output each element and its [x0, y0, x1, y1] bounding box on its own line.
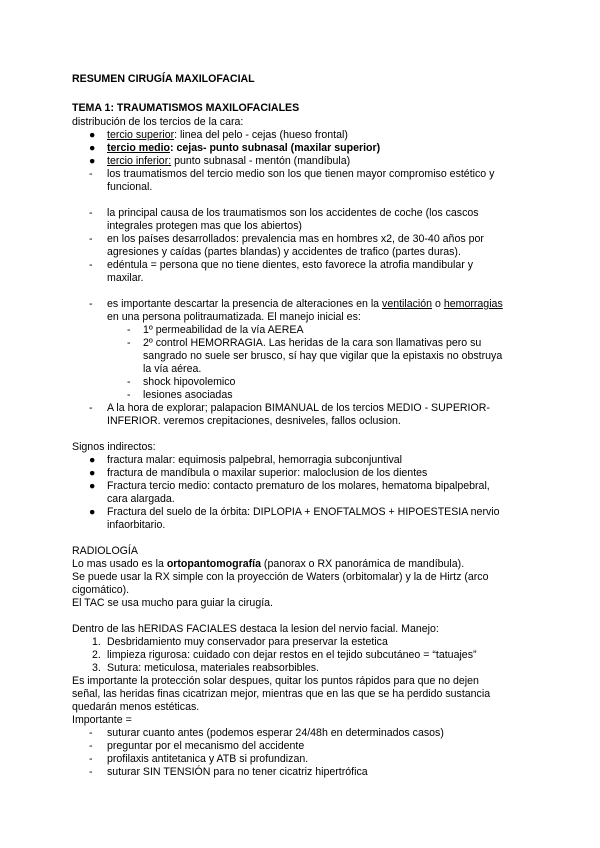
tercio-medio [107, 142, 380, 155]
dash-marker: - [89, 740, 93, 752]
number-marker: 1. [92, 636, 101, 648]
radiologia-paragraph: Se puede usar la RX simple con la proyección de Waters (orbitomalar) y la de Hirtz (arco [72, 571, 489, 583]
importante-label: Importante = [72, 714, 132, 726]
dash-item-line: INFERIOR. veremos crepitaciones, desniveles, fallos oclusion. [107, 415, 401, 427]
bullet-marker: ● [89, 454, 96, 466]
dash-item-line: A la hora de explorar; palapacion BIMANUAL de los tercios MEDIO - SUPERIOR- [107, 402, 490, 414]
dash-marker: - [127, 324, 131, 336]
tercio-superior-label: tercio superior [107, 129, 175, 141]
bullet-marker: ● [89, 467, 96, 479]
dash-marker: - [89, 402, 93, 414]
tercio-superior [107, 129, 348, 142]
dash-marker: - [89, 753, 93, 765]
radiologia-paragraph: El TAC se usa mucho para guiar la cirugía. [72, 597, 273, 609]
dash-marker: - [89, 207, 93, 219]
bullet-marker: ● [89, 129, 96, 141]
sub-item-line: 2º control HEMORRAGIA. Las heridas de la cara son llamativas pero su [143, 337, 482, 349]
bullet-marker: ● [89, 155, 96, 167]
importante-item: profilaxis antitetanica y ATB si profundizan. [107, 753, 309, 765]
bullet-marker: ● [89, 480, 96, 492]
tema1-heading: TEMA 1: TRAUMATISMOS MAXILOFACIALES [72, 102, 300, 114]
bullet-marker: ● [89, 506, 96, 518]
radiologia-paragraph: cigomático). [72, 584, 130, 596]
importante-item: preguntar por el mecanismo del accidente [107, 740, 305, 752]
numbered-item: Desbridamiento muy conservador para preservar la estetica [107, 636, 388, 648]
ortopantomografia-term: ortopantomografía [166, 558, 261, 570]
signo-item: fractura malar: equimosis palpebral, hemorragia subconjuntival [107, 454, 403, 466]
tercio-medio-text: : cejas- punto subnasal (maxilar superior) [170, 142, 381, 154]
sub-item-line: la vía aérea. [143, 363, 202, 375]
sub-item-line: shock hipovolemico [143, 376, 236, 388]
heridas-paragraph: quedarán menos estéticas. [72, 701, 200, 713]
signo-item: infaorbitario. [107, 519, 166, 531]
dash-item-line [107, 298, 503, 311]
tercio-inferior [107, 155, 350, 168]
dash-item-line: maxilar. [107, 272, 144, 284]
tercio-inferior-label: tercio inferior: [107, 155, 172, 167]
dash-item-line: integrales protegen mas que los abiertos) [107, 220, 302, 232]
sub-item-line: 1º permeabilidad de la vía AEREA [143, 324, 304, 336]
sub-item-line: sangrado no suele ser brusco, sí hay que vigilar que la epistaxis no obstruya [143, 350, 503, 362]
tema1-intro: distribución de los tercios de la cara: [72, 116, 244, 128]
signo-item: cara alargada. [107, 493, 175, 505]
dash-item-line: en una persona politraumatizada. El manejo inicial es: [107, 311, 361, 323]
importante-item: suturar cuanto antes (podemos esperar 24/48h en determinados casos) [107, 727, 444, 739]
dash-marker: - [89, 168, 93, 180]
dash-item-line: los traumatismos del tercio medio son los que tienen mayor compromiso estético y [107, 168, 495, 180]
signo-item: Fractura del suelo de la órbita: DIPLOPIA + ENOFTALMOS + HIPOESTESIA nervio [107, 506, 500, 518]
dash-marker: - [89, 766, 93, 778]
signos-heading: Signos indirectos: [72, 441, 156, 453]
dash-item-line: agresiones y caídas (partes blandas) y accidentes de trafico (partes duras). [107, 246, 461, 258]
tercio-superior-text: : linea del pelo - cejas (hueso frontal) [174, 129, 348, 141]
radiologia-heading: RADIOLOGÍA [72, 545, 138, 557]
dash-marker: - [127, 337, 131, 349]
dash-marker: - [89, 259, 93, 271]
bullet-marker: ● [89, 142, 96, 154]
importante-item: suturar SIN TENSIÓN para no tener cicatriz hipertrófica [107, 766, 368, 778]
ventilacion-term: ventilación [382, 298, 433, 310]
text-span: o [432, 298, 444, 310]
numbered-item: Sutura: meticulosa, materiales reabsorbibles. [107, 662, 319, 674]
tercio-medio-label: tercio medio [107, 142, 170, 154]
dash-marker: - [89, 727, 93, 739]
document-title: RESUMEN CIRUGÍA MAXILOFACIAL [72, 73, 255, 85]
heridas-intro: Dentro de las hERIDAS FACIALES destaca la lesion del nervio facial. Manejo: [72, 623, 439, 635]
dash-item-line: edéntula = persona que no tiene dientes, esto favorece la atrofia mandibular y [107, 259, 474, 271]
hemorragias-term: hemorragias [443, 298, 503, 310]
text-span: (panorax o RX panorámica de mandíbula). [260, 558, 465, 570]
text-span: Lo mas usado es la [72, 558, 167, 570]
radiologia-paragraph [72, 558, 464, 571]
dash-marker: - [127, 389, 131, 401]
dash-marker: - [89, 298, 93, 310]
dash-item-line: funcional. [107, 181, 153, 193]
text-span: es importante descartar la presencia de alteraciones en la [107, 298, 383, 310]
signo-item: fractura de mandíbula o maxilar superior: maloclusion de los dientes [107, 467, 428, 479]
number-marker: 3. [92, 662, 101, 674]
dash-item-line: la principal causa de los traumatismos son los accidentes de coche (los cascos [107, 207, 479, 219]
dash-item-line: en los países desarrollados: prevalencia mas en hombres x2, de 30-40 años por [107, 233, 484, 245]
heridas-paragraph: Es importante la protección solar despues, quitar los puntos rápidos para que no dejen [72, 675, 479, 687]
signo-item: Fractura tercio medio: contacto prematuro de los molares, hematoma bipalpebral, [107, 480, 490, 492]
dash-marker: - [127, 376, 131, 388]
numbered-item: limpieza rigurosa: cuidado con dejar restos en el tejido subcutáneo = “tatuajes” [107, 649, 477, 661]
sub-item-line: lesiones asociadas [143, 389, 233, 401]
number-marker: 2. [92, 649, 101, 661]
heridas-paragraph: señal, las heridas finas cicatrizan mejor, mientras que en las que se ha perdido sustancia [72, 688, 491, 700]
dash-marker: - [89, 233, 93, 245]
tercio-inferior-text: punto subnasal - mentón (mandíbula) [171, 155, 351, 167]
